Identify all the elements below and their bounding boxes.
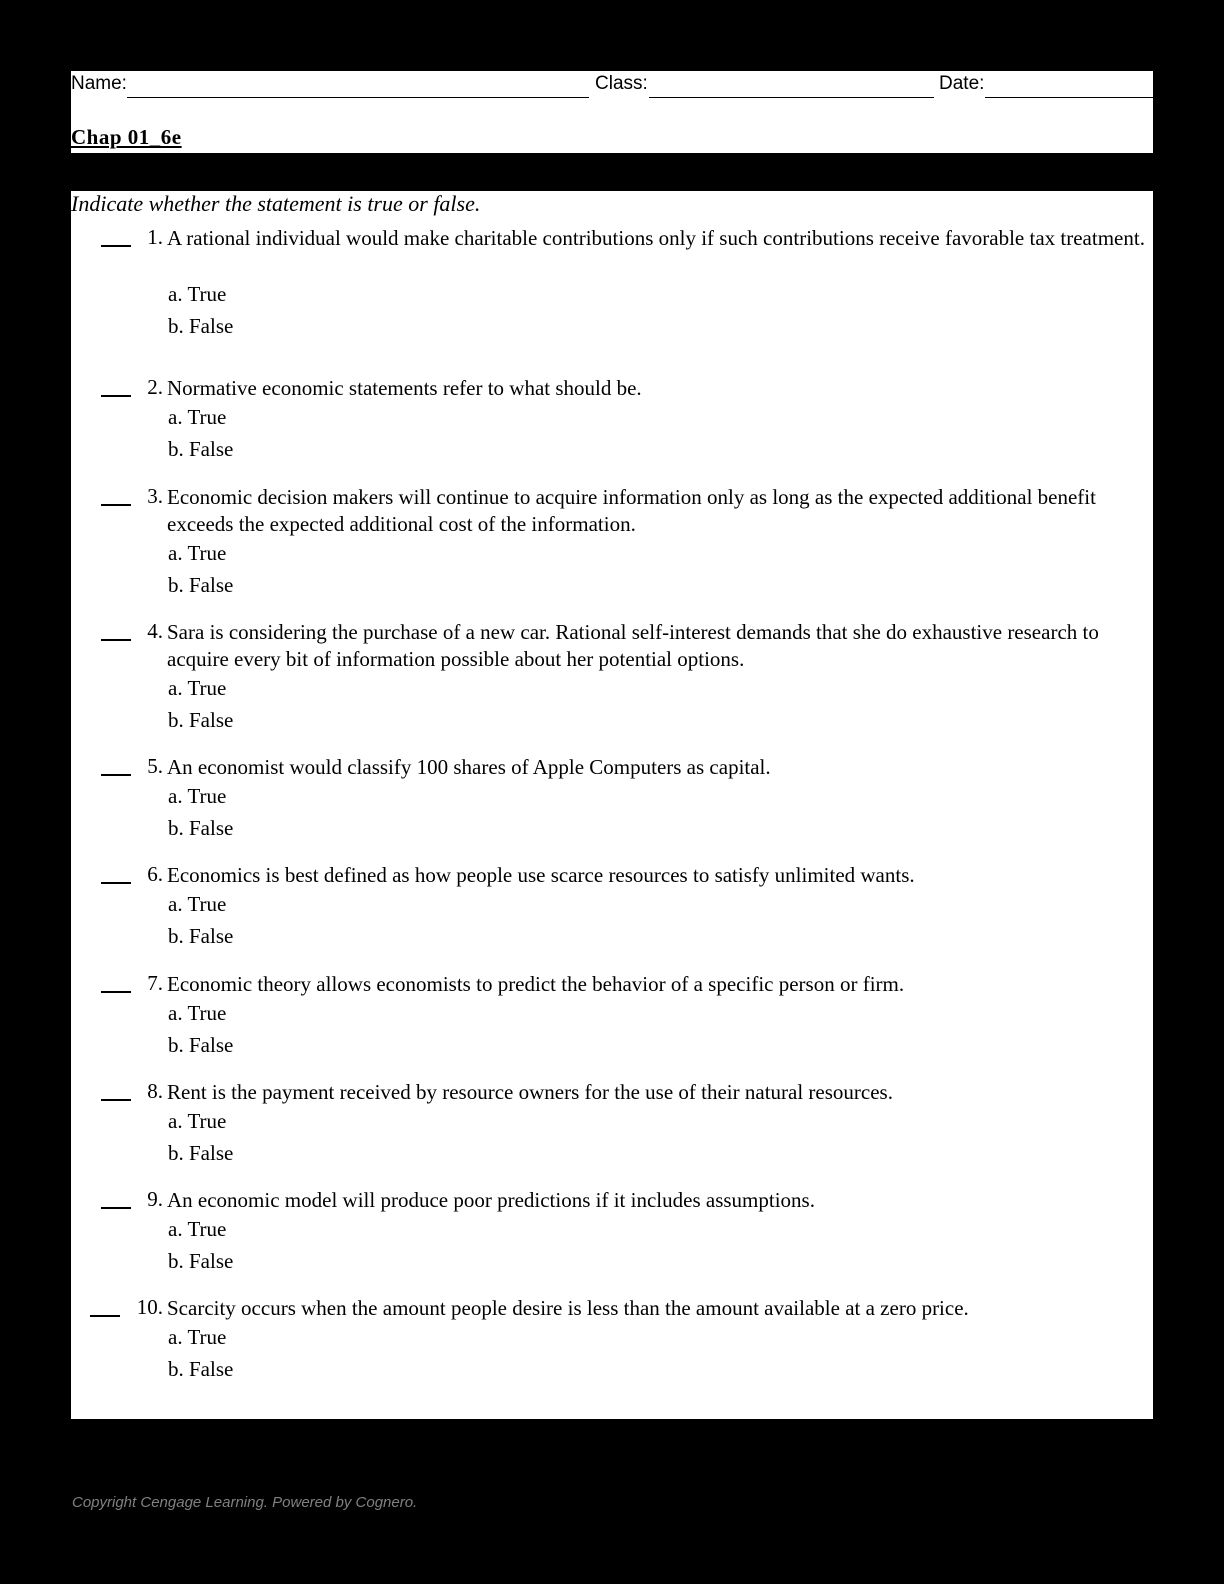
- option-false: b. False: [168, 314, 234, 338]
- option-true: a. True: [168, 405, 227, 429]
- question-text: Economics is best defined as how people use scarce resources to satisfy unlimited wants.: [167, 863, 915, 887]
- question-number: 2.: [147, 375, 163, 399]
- question-number: 9.: [147, 1187, 163, 1211]
- option-false: b. False: [168, 573, 234, 597]
- question-list: [71, 191, 1153, 1419]
- class-line: [649, 97, 934, 98]
- question-number: 3.: [147, 484, 163, 508]
- name-label: Name:: [71, 73, 127, 94]
- option-false: b. False: [168, 437, 234, 461]
- question-text: Normative economic statements refer to what should be.: [167, 376, 642, 400]
- question-number: 5.: [147, 754, 163, 778]
- option-false: b. False: [168, 1033, 234, 1057]
- question-number: 1.: [147, 225, 163, 249]
- question-number: 6.: [147, 862, 163, 886]
- worksheet-header: [71, 71, 1153, 153]
- option-true: a. True: [168, 676, 227, 700]
- instructions: Indicate whether the statement is true or false.: [71, 191, 481, 216]
- question-number: 8.: [147, 1079, 163, 1103]
- option-true: a. True: [168, 1217, 227, 1241]
- option-true: a. True: [168, 282, 227, 306]
- option-true: a. True: [168, 1001, 227, 1025]
- copyright-footer: Copyright Cengage Learning. Powered by Cognero.: [72, 1494, 418, 1511]
- question-number: 10.: [136, 1295, 163, 1319]
- option-true: a. True: [168, 784, 227, 808]
- question-text: A rational individual would make charitable contributions only if such contributions receive favorable tax treatment.: [167, 226, 1145, 250]
- question-text: Scarcity occurs when the amount people desire is less than the amount available at a zero price.: [167, 1296, 969, 1320]
- question-text: An economist would classify 100 shares of Apple Computers as capital.: [167, 755, 771, 779]
- option-false: b. False: [168, 816, 234, 840]
- question-number: 4.: [147, 619, 163, 643]
- option-true: a. True: [168, 541, 227, 565]
- option-false: b. False: [168, 708, 234, 732]
- option-true: a. True: [168, 892, 227, 916]
- date-label: Date:: [939, 73, 985, 94]
- option-false: b. False: [168, 1249, 234, 1273]
- date-line: [985, 97, 1153, 98]
- question-text: Sara is considering the purchase of a new car. Rational self-interest demands that she do exhaustive research to acquire every bit of information possible about her potential options.: [167, 620, 1099, 671]
- question-text: An economic model will produce poor predictions if it includes assumptions.: [167, 1188, 815, 1212]
- name-line: [127, 97, 589, 98]
- question-number: 7.: [147, 971, 163, 995]
- question-text: Economic theory allows economists to predict the behavior of a specific person or firm.: [167, 972, 905, 996]
- chapter-title: Chap 01_6e: [71, 125, 182, 149]
- option-false: b. False: [168, 1357, 234, 1381]
- question-text: Rent is the payment received by resource owners for the use of their natural resources.: [167, 1080, 893, 1104]
- option-false: b. False: [168, 924, 234, 948]
- option-true: a. True: [168, 1325, 227, 1349]
- option-false: b. False: [168, 1141, 234, 1165]
- question-text: Economic decision makers will continue to acquire information only as long as the expected additional benefit exceeds the expected additional cost of the information.: [167, 485, 1096, 536]
- student-info-row: [71, 73, 1153, 99]
- option-true: a. True: [168, 1109, 227, 1133]
- class-label: Class:: [595, 73, 648, 94]
